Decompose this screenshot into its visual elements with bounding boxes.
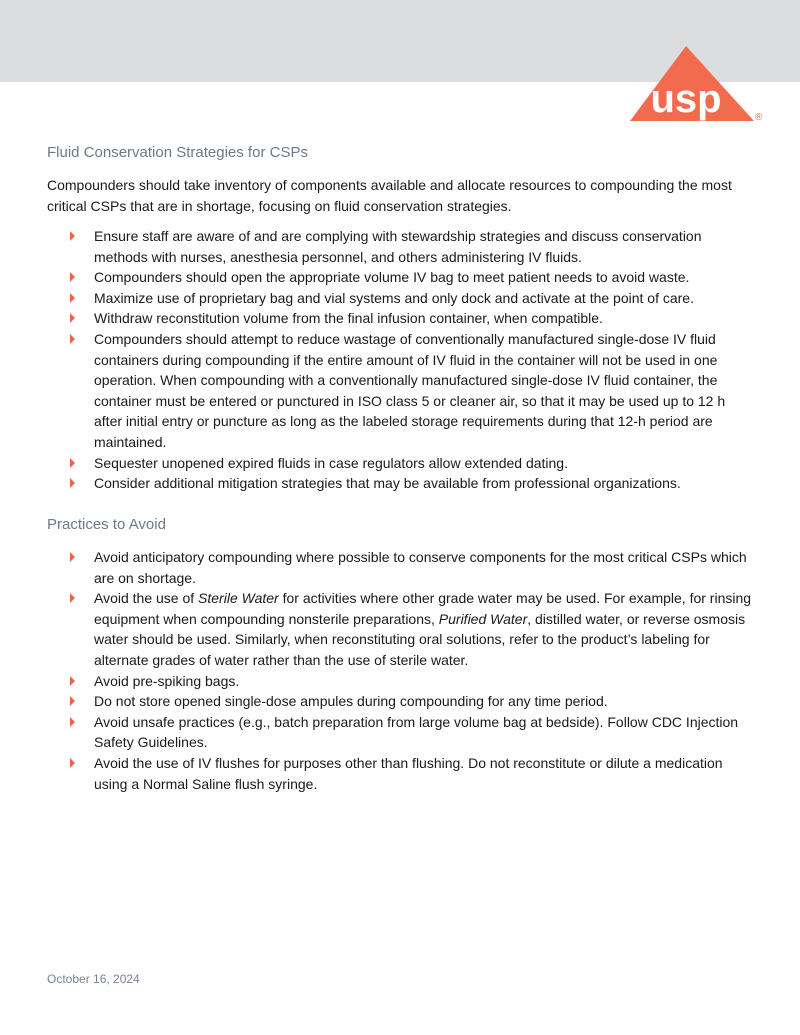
bullet-arrow-icon: [70, 334, 75, 344]
list-item: [0, 453, 754, 474]
bullet-arrow-icon: [70, 293, 75, 303]
bullet-arrow-icon: [70, 231, 75, 241]
italic-term-sterile-water: Sterile Water: [198, 590, 279, 607]
list-item-text: Compounders should open the appropriate volume IV bag to meet patient needs to avoid waste.: [94, 269, 690, 286]
list-item: [0, 308, 754, 329]
usp-logo-mark: [628, 44, 768, 124]
bullet-arrow-icon: [70, 758, 75, 768]
list-item: [0, 671, 754, 692]
list-item-text: Withdraw reconstitution volume from the final infusion container, when compatible.: [94, 310, 603, 327]
text-run: for activities where other grade water may be used. For example, for rinsing equipment when compounding nonsterile preparations,: [94, 590, 752, 627]
list-item: [0, 473, 754, 494]
list-item: [0, 712, 754, 753]
conservation-strategies-list: [0, 226, 754, 494]
list-item-text: Do not store opened single-dose ampules during compounding for any time period.: [94, 693, 608, 710]
list-item: [0, 691, 754, 712]
list-item-text: Avoid the use of IV flushes for purposes other than flushing. Do not reconstitute or dilute a medication using a Normal Saline flush syringe.: [94, 754, 723, 792]
usp-logo-text: usp: [650, 77, 722, 121]
list-item-text: Sequester unopened expired fluids in case regulators allow extended dating.: [94, 454, 568, 471]
list-item-text: Avoid anticipatory compounding where possible to conserve components for the most critical CSPs which are on shortage.: [94, 549, 747, 586]
text-run: Avoid the use of: [94, 590, 199, 607]
registered-mark: ®: [755, 112, 763, 123]
bullet-arrow-icon: [70, 313, 75, 323]
bullet-arrow-icon: [70, 552, 75, 562]
italic-term-purified-water: Purified Water: [438, 610, 528, 627]
bullet-arrow-icon: [70, 478, 75, 488]
list-item: [0, 753, 754, 794]
bullet-arrow-icon: [70, 593, 75, 603]
list-item: [0, 329, 754, 453]
bullet-arrow-icon: [70, 458, 75, 468]
section-title-practices-to-avoid: Practices to Avoid: [47, 516, 166, 533]
intro-paragraph: Compounders should take inventory of components available and allocate resources to compounding the most critical CSPs that are in shortage, focusing on fluid conservation strategies.: [47, 177, 732, 214]
list-item: [0, 588, 754, 670]
bullet-arrow-icon: [70, 676, 75, 686]
list-item: [0, 267, 754, 288]
usp-logo: [628, 44, 768, 124]
bullet-arrow-icon: [70, 272, 75, 282]
section-title-fluid-conservation: Fluid Conservation Strategies for CSPs: [47, 144, 308, 161]
practices-to-avoid-list: [0, 547, 754, 794]
list-item: [0, 547, 754, 588]
list-item: [0, 226, 754, 267]
list-item-text: Compounders should attempt to reduce wastage of conventionally manufactured single-dose IV fluid containers during compounding if the entire amount of IV fluid in the container will not be used in one operation. When compounding with a conventionally manufactured single-dose IV fluid container, the container must be entered or punctured in ISO class 5 or cleaner air, so that it may be used up to 12 h after initial entry or puncture as long as the labeled storage requirements during that 12-h period are maintained.: [94, 330, 726, 450]
list-item-text: Ensure staff are aware of and are complying with stewardship strategies and discuss conservation methods with nurses, anesthesia personnel, and others administering IV fluids.: [94, 228, 702, 265]
bullet-arrow-icon: [70, 717, 75, 727]
text-run: , distilled water, or reverse osmosis water should be used. Similarly, when reconstituting oral solutions, refer to the product’s labeling for alternate grades of water rather than the use of sterile water.: [94, 610, 746, 668]
bullet-arrow-icon: [70, 696, 75, 706]
list-item-text: Avoid pre-spiking bags.: [94, 672, 240, 689]
list-item-text: Consider additional mitigation strategies that may be available from professional organizations.: [94, 475, 681, 492]
footer-date: October 16, 2024: [47, 972, 140, 986]
list-item-text: Avoid unsafe practices (e.g., batch preparation from large volume bag at bedside). Follow CDC Injection Safety Guidelines.: [94, 713, 739, 751]
list-item: [0, 288, 754, 309]
list-item-text: [94, 590, 751, 668]
list-item-text: Maximize use of proprietary bag and vial systems and only dock and activate at the point of care.: [94, 289, 694, 306]
